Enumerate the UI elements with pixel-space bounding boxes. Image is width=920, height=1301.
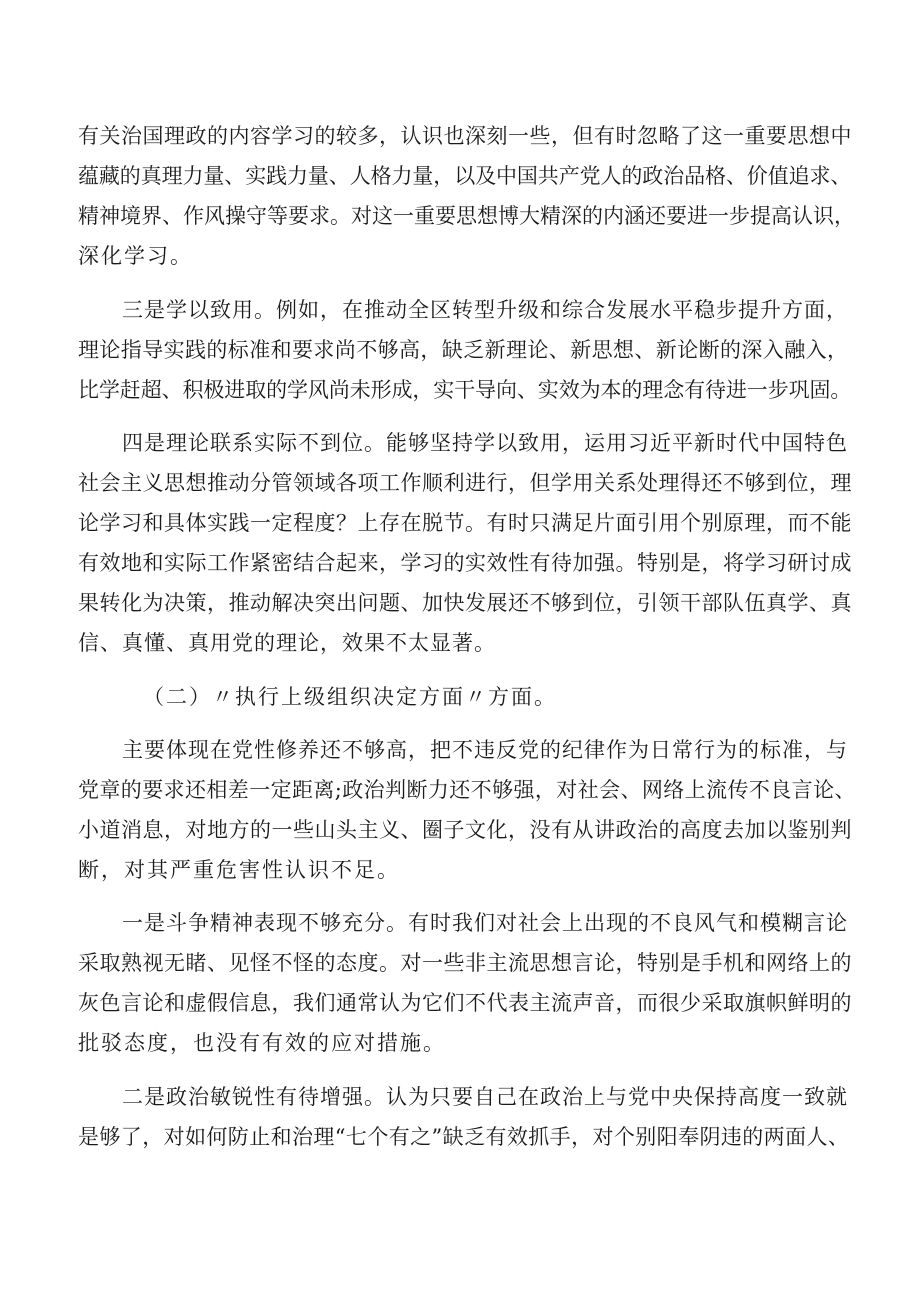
text-line: 比学赶超、积极进取的学风尚未形成，实干导向、实效为本的理念有待进一步巩固。 [78,378,852,402]
text-line: 有关治国理政的内容学习的较多，认识也深刻一些，但有时忽略了这一重要思想中 [78,124,852,148]
text-line: 批驳态度，也没有有效的应对措施。 [78,1031,446,1055]
paragraph-start-line: 三是学以致用。例如，在推动全区转型升级和综合发展水平稳步提升方面， [122,298,848,322]
text-line: 理论指导实践的标准和要求尚不够高，缺乏新理论、新思想、新论断的深入融入， [78,338,849,362]
paragraph-start-line: 主要体现在党性修养还不够高，把不违反党的纪律作为日常行为的标准，与 [122,738,848,762]
section-heading: （二）〃执行上级组织决定方面〃方面。 [143,685,557,709]
text-line: 深化学习。 [78,244,193,268]
text-line: 党章的要求还相差一定距离;政治判断力还不够强，对社会、网络上流传不良言论、 [78,778,856,802]
paragraph-start-line: 四是理论联系实际不到位。能够坚持学以致用，运用习近平新时代中国特色 [122,431,848,455]
text-line: 断，对其严重危害性认识不足。 [78,858,400,882]
text-line: 灰色言论和虚假信息，我们通常认为它们不代表主流声音，而很少采取旗帜鲜明的 [78,991,852,1015]
text-line: 信、真懂、真用党的理论，效果不太显著。 [78,631,496,655]
text-line: 社会主义思想推动分管领域各项工作顺利进行，但学用关系处理得还不够到位，理 [78,471,852,495]
text-line: 是够了，对如何防止和治理“七个有之”缺乏有效抓手，对个别阳奉阴违的两面人、 [78,1125,850,1149]
text-line: 有效地和实际工作紧密结合起来，学习的实效性有待加强。特别是，将学习研讨成 [78,551,852,575]
text-line: 小道消息，对地方的一些山头主义、圈子文化，没有从讲政治的高度去加以鉴别判 [78,818,852,842]
text-line: 精神境界、作风操守等要求。对这一重要思想博大精深的内涵还要进一步提高认识， [78,204,855,228]
text-line: 蕴藏的真理力量、实践力量、人格力量，以及中国共产党人的政治品格、价值追求、 [78,164,852,188]
paragraph-start-line: 二是政治敏锐性有待增强。认为只要自己在政治上与党中央保持高度一致就 [122,1085,848,1109]
text-line: 采取熟视无睹、见怪不怪的态度。对一些非主流思想言论，特别是手机和网络上的 [78,951,852,975]
text-line: 论学习和具体实践一定程度？上存在脱节。有时只满足片面引用个别原理，而不能 [78,511,852,535]
paragraph-start-line: 一是斗争精神表现不够充分。有时我们对社会上出现的不良风气和模糊言论 [122,911,848,935]
text-line: 果转化为决策，推动解决突出问题、加快发展还不够到位，引领干部队伍真学、真 [78,591,852,615]
